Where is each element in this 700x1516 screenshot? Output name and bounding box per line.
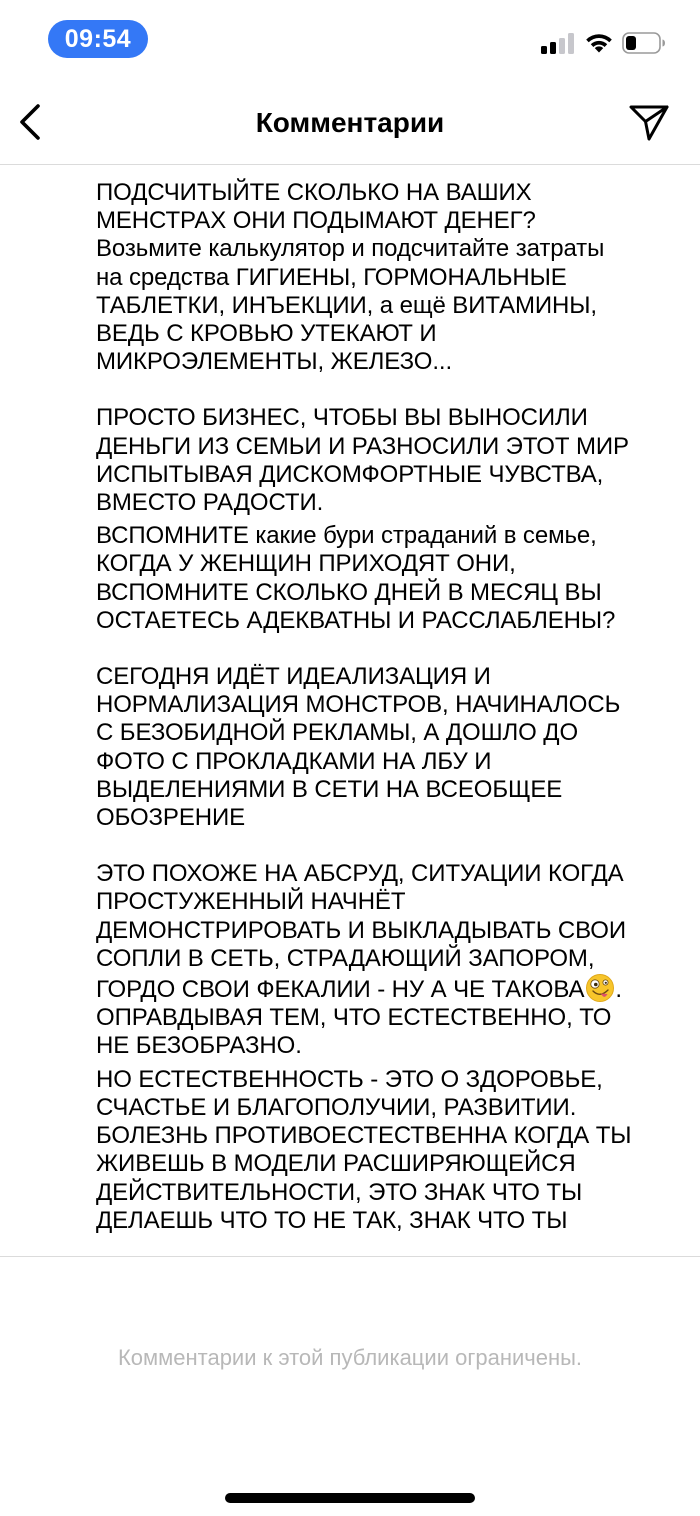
comment-paragraph: ПОДСЧИТЫЙТЕ СКОЛЬКО НА ВАШИХ МЕНСТРАХ ОНИ ПОДЫМАЮТ ДЕНЕГ? Возьмите калькулятор и подсчитайте затраты на средства ГИГИЕНЫ, ГОРМОНАЛЬНЫЕ ТАБЛЕТКИ, ИНЪЕКЦИИ, а ещё ВИТАМИНЫ, ВЕДЬ С КРОВЬЮ УТЕКАЮТ И МИКРОЭЛЕМЕНТЫ, ЖЕЛЕЗО... [96,179,605,376]
comment-paragraph-group [96,860,676,1060]
back-button[interactable] [6,98,54,146]
comment-paragraph: ПРОСТО БИЗНЕС, ЧТОБЫ ВЫ ВЫНОСИЛИ ДЕНЬГИ ИЗ СЕМЬИ И РАЗНОСИЛИ ЭТОТ МИР ИСПЫТЫВАЯ ДИСКОМФОРТНЫЕ ЧУВСТВА, ВМЕСТО РАДОСТИ. [96,404,629,517]
comments-restricted-notice: Комментарии к этой публикации ограничены. [117,1345,583,1370]
paper-plane-icon [628,104,670,142]
comment-text [96,179,676,1235]
comment-footer [0,1256,700,1516]
home-indicator[interactable] [225,1493,475,1503]
chevron-left-icon [17,103,43,141]
battery-icon [622,32,666,54]
share-button[interactable] [622,98,676,148]
comment-paragraph: СЕГОДНЯ ИДЁТ ИДЕАЛИЗАЦИЯ И НОРМАЛИЗАЦИЯ МОНСТРОВ, НАЧИНАЛОСЬ С БЕЗОБИДНОЙ РЕКЛАМЫ, А ДОШЛО ДО ФОТО С ПРОКЛАДКАМИ НА ЛБУ И ВЫДЕЛЕНИЯМИ В СЕТИ НА ВСЕОБЩЕЕ ОБОЗРЕНИЕ [96,663,621,832]
status-bar [0,0,700,80]
comment-paragraph: ВСПОМНИТЕ какие бури страданий в семье, КОГДА У ЖЕНЩИН ПРИХОДЯТ ОНИ, ВСПОМНИТЕ СКОЛЬКО ДНЕЙ В МЕСЯЦ ВЫ ОСТАЕТЕСЬ АДЕКВАТНЫ И РАССЛАБЛЕНЫ? [96,522,616,634]
comment-paragraph: НО ЕСТЕСТВЕННОСТЬ - ЭТО О ЗДОРОВЬЕ, СЧАСТЬЕ И БЛАГОПОЛУЧИИ, РАЗВИТИИ. БОЛЕЗНЬ ПРОТИВОЕСТЕСТВЕННА КОГДА ТЫ ЖИВЕШЬ В МОДЕЛИ РАСШИРЯЮЩЕЙСЯ ДЕЙСТВИТЕЛЬНОСТИ, ЭТО ЗНАК ЧТО ТЫ ДЕЛАЕШЬ ЧТО ТО НЕ ТАК, ЗНАК ЧТО ТЫ [96,1065,632,1234]
comment-scroll-area[interactable] [0,165,700,1255]
comment-paragraph: . ОПРАВДЫВАЯ ТЕМ, ЧТО ЕСТЕСТВЕННО, ТО НЕ БЕЗОБРАЗНО. [96,976,622,1060]
page-title: Комментарии [255,107,445,138]
header-bar [0,80,700,165]
comment-paragraph: ЭТО ПОХОЖЕ НА АБСРУД, СИТУАЦИИ КОГДА ПРОСТУЖЕННЫЙ НАЧНЁТ ДЕМОНСТРИРОВАТЬ И ВЫКЛАДЫВАТЬ СВОИ СОПЛИ В СЕТЬ, СТРАДАЮЩИЙ ЗАПОРОМ, ГОРДО СВОИ ФЕКАЛИИ - НУ А ЧЕ ТАКОВА [96,860,626,1004]
wifi-icon [584,31,614,55]
status-time: 09:54 [48,20,148,58]
zany-face-emoji-icon [585,973,615,1003]
cellular-signal-icon [541,32,575,54]
